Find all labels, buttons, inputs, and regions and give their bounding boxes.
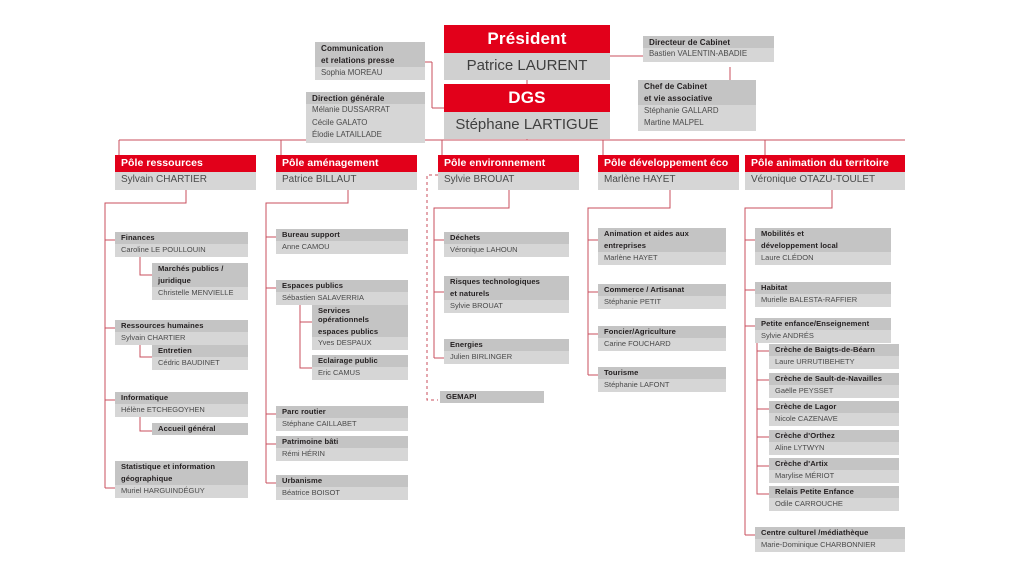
unit-title-line: Marchés publics / bbox=[152, 263, 248, 275]
unit-member-name: Gaëlle PEYSSET bbox=[769, 385, 899, 398]
unit-member-name: Véronique LAHOUN bbox=[444, 244, 569, 257]
staff-member-name: Bastien VALENTIN-ABADIE bbox=[643, 48, 774, 61]
unit-title-line: Accueil général bbox=[152, 423, 248, 435]
unit-title-line: Parc routier bbox=[276, 406, 408, 418]
unit-petite-enfance-enseignement[interactable] bbox=[755, 318, 891, 343]
unit-title-line: Animation et aides aux bbox=[598, 228, 726, 240]
unit-creche-artix[interactable] bbox=[769, 458, 899, 483]
exec-president[interactable] bbox=[444, 25, 610, 80]
unit-member-name: Christelle MENVIELLE bbox=[152, 287, 248, 300]
staff-title-line: Directeur de Cabinet bbox=[643, 36, 774, 48]
staff-member-name: Sophia MOREAU bbox=[315, 67, 425, 80]
pole-manager-name: Marlène HAYET bbox=[598, 172, 739, 190]
unit-title-line: Centre culturel /médiathèque bbox=[755, 527, 905, 539]
unit-title-line: Bureau support bbox=[276, 229, 408, 241]
unit-creche-orthez[interactable] bbox=[769, 430, 899, 455]
unit-member-name: Sylvain CHARTIER bbox=[115, 332, 248, 345]
staff-title-line: et vie associative bbox=[638, 92, 756, 104]
staff-title-line: Communication bbox=[315, 42, 425, 54]
staff-chef-de-cabinet[interactable] bbox=[638, 80, 756, 131]
pole-header-developpement-eco[interactable] bbox=[598, 155, 739, 190]
unit-title-line: Crèche d'Artix bbox=[769, 458, 899, 470]
unit-statistique-information-geographique[interactable] bbox=[115, 461, 248, 498]
unit-member-name: Laure CLÉDON bbox=[755, 252, 891, 265]
unit-risques-technologiques-naturels[interactable] bbox=[444, 276, 569, 313]
unit-member-name: Muriel HARGUINDÉGUY bbox=[115, 485, 248, 498]
unit-informatique[interactable] bbox=[115, 392, 248, 417]
unit-member-name: Cédric BAUDINET bbox=[152, 357, 248, 370]
exec-dgs-name: Stéphane LARTIGUE bbox=[444, 112, 610, 138]
unit-member-name: Sébastien SALAVERRIA bbox=[276, 292, 408, 305]
unit-title-line: Crèche d'Orthez bbox=[769, 430, 899, 442]
unit-member-name: Aline LYTWYN bbox=[769, 442, 899, 455]
unit-tourisme[interactable] bbox=[598, 367, 726, 392]
unit-title-line: Relais Petite Enfance bbox=[769, 486, 899, 498]
unit-member-name: Béatrice BOISOT bbox=[276, 487, 408, 500]
unit-title-line: Informatique bbox=[115, 392, 248, 404]
unit-member-name: Odile CARROUCHE bbox=[769, 498, 899, 511]
unit-energies[interactable] bbox=[444, 339, 569, 364]
staff-member-name: Mélanie DUSSARRAT bbox=[306, 104, 425, 116]
unit-bureau-support[interactable] bbox=[276, 229, 408, 254]
unit-foncier-agriculture[interactable] bbox=[598, 326, 726, 351]
unit-member-name: Laure URRUTIBEHETY bbox=[769, 356, 899, 369]
unit-title-line: Eclairage public bbox=[312, 355, 408, 367]
unit-patrimoine-bati[interactable] bbox=[276, 436, 408, 461]
staff-communication[interactable] bbox=[315, 42, 425, 80]
staff-title-line: Chef de Cabinet bbox=[638, 80, 756, 92]
pole-manager-name: Véronique OTAZU-TOULET bbox=[745, 172, 905, 190]
unit-title-line: GEMAPI bbox=[440, 391, 544, 403]
pole-header-ressources[interactable] bbox=[115, 155, 256, 190]
unit-title-line: Habitat bbox=[755, 282, 891, 294]
staff-title-line: Direction générale bbox=[306, 92, 425, 104]
unit-creche-sault-de-navailles[interactable] bbox=[769, 373, 899, 398]
exec-president-name: Patrice LAURENT bbox=[444, 53, 610, 79]
pole-manager-name: Sylvain CHARTIER bbox=[115, 172, 256, 190]
unit-member-name: Carine FOUCHARD bbox=[598, 338, 726, 351]
unit-title-line: Crèche de Lagor bbox=[769, 401, 899, 413]
unit-relais-petite-enfance[interactable] bbox=[769, 486, 899, 511]
unit-habitat[interactable] bbox=[755, 282, 891, 307]
unit-title-line: Statistique et information bbox=[115, 461, 248, 473]
unit-title-line: Foncier/Agriculture bbox=[598, 326, 726, 338]
unit-member-name: Yves DESPAUX bbox=[312, 337, 408, 350]
pole-header-environnement[interactable] bbox=[438, 155, 579, 190]
unit-title-line: entreprises bbox=[598, 240, 726, 252]
unit-creche-lagor[interactable] bbox=[769, 401, 899, 426]
unit-title-line: juridique bbox=[152, 275, 248, 287]
unit-parc-routier[interactable] bbox=[276, 406, 408, 431]
pole-title: Pôle ressources bbox=[115, 155, 256, 172]
unit-accueil-general[interactable] bbox=[152, 423, 248, 435]
unit-title-line: Ressources humaines bbox=[115, 320, 248, 332]
pole-header-animation-territoire[interactable] bbox=[745, 155, 905, 190]
unit-entretien[interactable] bbox=[152, 345, 248, 370]
unit-title-line: Crèche de Sault-de-Navailles bbox=[769, 373, 899, 385]
staff-directeur-de-cabinet[interactable] bbox=[643, 36, 774, 62]
unit-member-name: Hélène ETCHEGOYHEN bbox=[115, 404, 248, 417]
exec-dgs-title: DGS bbox=[444, 84, 610, 112]
unit-eclairage-public[interactable] bbox=[312, 355, 408, 380]
unit-member-name: Eric CAMUS bbox=[312, 367, 408, 380]
unit-title-line: et naturels bbox=[444, 288, 569, 300]
unit-title-line: Risques technologiques bbox=[444, 276, 569, 288]
unit-services-operationnels-espaces-publics[interactable] bbox=[312, 305, 408, 350]
unit-title-line: Déchets bbox=[444, 232, 569, 244]
unit-dechets[interactable] bbox=[444, 232, 569, 257]
unit-member-name: Rémi HÉRIN bbox=[276, 448, 408, 461]
exec-president-title: Président bbox=[444, 25, 610, 53]
unit-finances[interactable] bbox=[115, 232, 248, 257]
unit-member-name: Marie-Dominique CHARBONNIER bbox=[755, 539, 905, 552]
unit-title-line: Petite enfance/Enseignement bbox=[755, 318, 891, 330]
staff-title-line: et relations presse bbox=[315, 54, 425, 66]
unit-member-name: Anne CAMOU bbox=[276, 241, 408, 254]
unit-title-line: Services opérationnels bbox=[312, 305, 408, 326]
unit-title-line: Patrimoine bâti bbox=[276, 436, 408, 448]
unit-title-line: Finances bbox=[115, 232, 248, 244]
unit-title-line: Crèche de Baigts-de-Béarn bbox=[769, 344, 899, 356]
pole-title: Pôle animation du territoire bbox=[745, 155, 905, 172]
unit-commerce-artisanat[interactable] bbox=[598, 284, 726, 309]
pole-title: Pôle développement éco bbox=[598, 155, 739, 172]
pole-header-amenagement[interactable] bbox=[276, 155, 417, 190]
unit-member-name: Caroline LE POULLOUIN bbox=[115, 244, 248, 257]
staff-member-name: Martine MALPEL bbox=[638, 117, 756, 130]
unit-title-line: Entretien bbox=[152, 345, 248, 357]
unit-member-name: Stéphane CAILLABET bbox=[276, 418, 408, 431]
unit-marches-publics-juridique[interactable] bbox=[152, 263, 248, 300]
unit-member-name: Stéphanie LAFONT bbox=[598, 379, 726, 392]
unit-title-line: espaces publics bbox=[312, 326, 408, 338]
unit-urbanisme[interactable] bbox=[276, 475, 408, 500]
unit-title-line: Urbanisme bbox=[276, 475, 408, 487]
exec-dgs[interactable] bbox=[444, 84, 610, 139]
unit-member-name: Marlène HAYET bbox=[598, 252, 726, 265]
unit-title-line: Commerce / Artisanat bbox=[598, 284, 726, 296]
unit-centre-culturel-mediatheque[interactable] bbox=[755, 527, 905, 552]
unit-member-name: Nicole CAZENAVE bbox=[769, 413, 899, 426]
unit-member-name: Julien BIRLINGER bbox=[444, 351, 569, 364]
unit-member-name: Sylvie ANDRÉS bbox=[755, 330, 891, 343]
staff-member-name: Élodie LATAILLADE bbox=[306, 129, 425, 142]
unit-member-name: Stéphanie PETIT bbox=[598, 296, 726, 309]
unit-title-line: Mobilités et bbox=[755, 228, 891, 240]
unit-title-line: Energies bbox=[444, 339, 569, 351]
pole-manager-name: Sylvie BROUAT bbox=[438, 172, 579, 190]
unit-creche-baigts-de-bearn[interactable] bbox=[769, 344, 899, 369]
staff-member-name: Cécile GALATO bbox=[306, 117, 425, 129]
unit-member-name: Murielle BALESTA-RAFFIER bbox=[755, 294, 891, 307]
staff-direction-generale[interactable] bbox=[306, 92, 425, 143]
pole-manager-name: Patrice BILLAUT bbox=[276, 172, 417, 190]
unit-gemapi[interactable] bbox=[440, 391, 544, 403]
unit-espaces-publics[interactable] bbox=[276, 280, 408, 305]
unit-title-line: développement local bbox=[755, 240, 891, 252]
unit-title-line: Tourisme bbox=[598, 367, 726, 379]
unit-member-name: Marylise MÉRIOT bbox=[769, 470, 899, 483]
pole-title: Pôle environnement bbox=[438, 155, 579, 172]
unit-title-line: géographique bbox=[115, 473, 248, 485]
staff-member-name: Stéphanie GALLARD bbox=[638, 105, 756, 117]
unit-animation-aides-entreprises[interactable] bbox=[598, 228, 726, 265]
unit-title-line: Espaces publics bbox=[276, 280, 408, 292]
pole-title: Pôle aménagement bbox=[276, 155, 417, 172]
unit-ressources-humaines[interactable] bbox=[115, 320, 248, 345]
unit-mobilites-developpement-local[interactable] bbox=[755, 228, 891, 265]
unit-member-name: Sylvie BROUAT bbox=[444, 300, 569, 313]
